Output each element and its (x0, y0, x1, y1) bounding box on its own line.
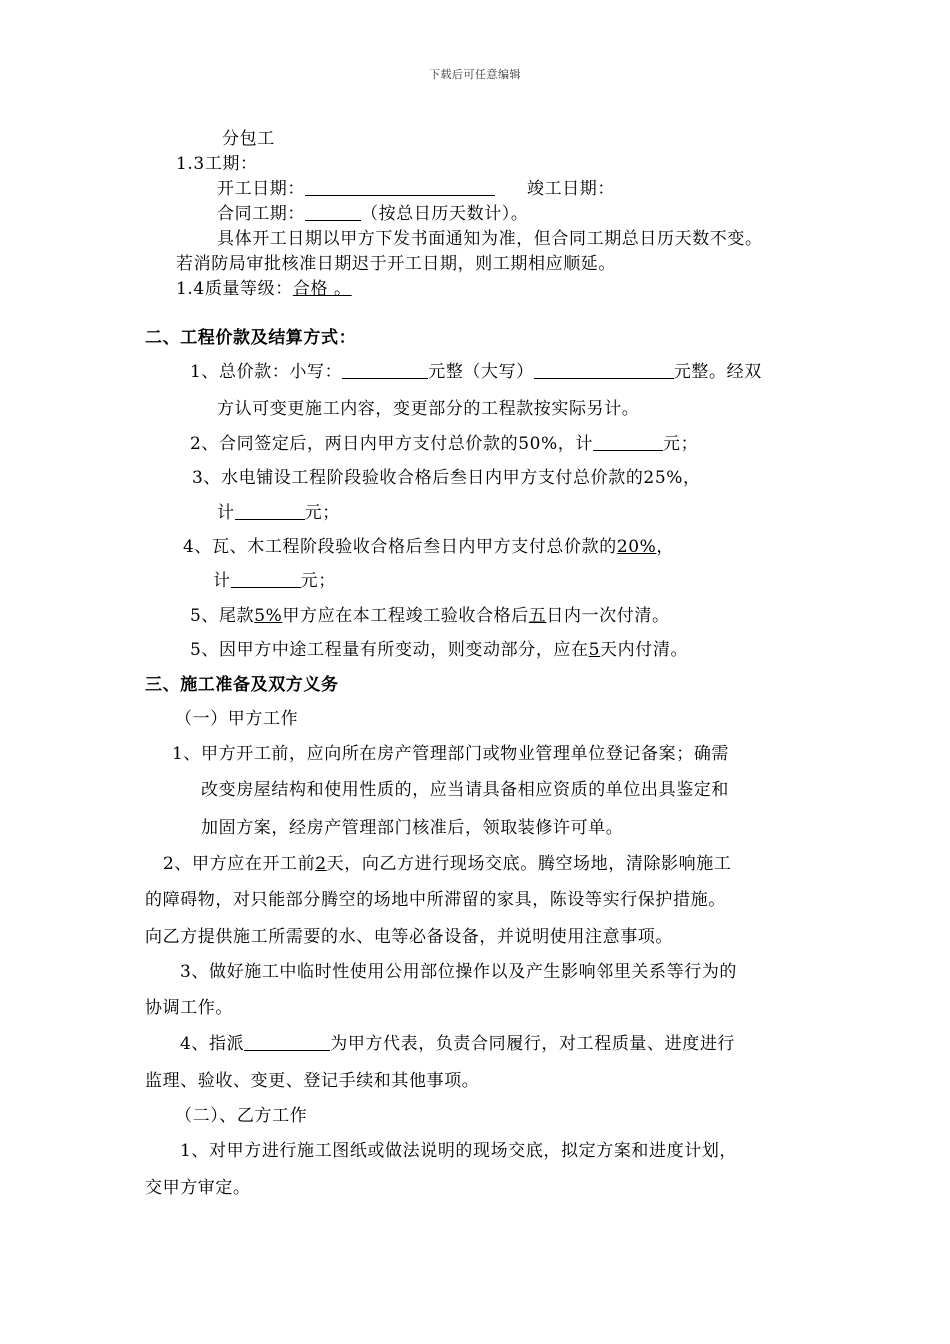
text-line: 1、甲方开工前，应向所在房产管理部门或物业管理单位登记备案；确需 (172, 744, 730, 764)
text-line: 方认可变更施工内容，变更部分的工程款按实际另计。 (217, 399, 640, 419)
contract-period-row (217, 204, 529, 224)
party-a-item-2 (163, 854, 731, 874)
payment-item-6-text2: 天内付清。 (600, 640, 689, 660)
payment-item-3-unit: 元； (304, 503, 340, 523)
contract-period-note: （按总日历天数计）。 (361, 204, 529, 224)
party-a-item-2-text: 2、甲方应在开工前 (163, 854, 316, 874)
party-a-item-4-text2: 为甲方代表，负责合同履行，对工程质量、进度进行 (330, 1034, 736, 1054)
payment-item-5-text3: 日内一次付清。 (546, 606, 670, 626)
payment-item-2-blank[interactable] (593, 434, 663, 451)
payment-item-3-amount (217, 503, 340, 523)
total-price-tail: 元整。经双 (673, 362, 762, 382)
payment-item-5-text: 5、尾款 (190, 606, 255, 626)
payment-item-5 (190, 606, 670, 626)
text-line: 3、做好施工中临时性使用公用部位操作以及产生影响邻里关系等行为的 (180, 962, 738, 982)
total-price-upper-blank[interactable] (534, 362, 674, 379)
text-line: 监理、验收、变更、登记手续和其他事项。 (145, 1071, 480, 1091)
payment-item-4-text: 4、瓦、木工程阶段验收合格后叁日内甲方支付总价款的 (183, 537, 617, 557)
contract-period-label: 合同工期： (217, 204, 305, 224)
payment-item-3-blank[interactable] (235, 503, 305, 520)
payment-item-3-text: 3、水电铺设工程阶段验收合格后叁日内甲方支付总价款的25%， (192, 468, 701, 488)
payment-item-4-blank[interactable] (231, 571, 301, 588)
payment-item-6-days: 5 (588, 640, 601, 660)
quality-grade-value: 合格 。 (292, 279, 352, 299)
start-date-blank[interactable] (305, 179, 495, 196)
party-a-item-2-days: 2 (315, 854, 327, 874)
party-a-item-2-text2: 天，向乙方进行现场交底。腾空场地，清除影响施工 (326, 854, 732, 874)
total-price-upper-label: 元整（大写） (428, 362, 534, 382)
quality-grade-row (176, 279, 367, 299)
text-line: 改变房屋结构和使用性质的，应当请具备相应资质的单位出具鉴定和 (201, 780, 729, 800)
text-line: 具体开工日期以甲方下发书面通知为准，但合同工期总日历天数不变。 (217, 229, 763, 249)
payment-item-6-text: 5、因甲方中途工程量有所变动，则变动部分，应在 (190, 640, 589, 660)
payment-item-4-comma: ， (656, 537, 675, 557)
payment-item-2 (190, 434, 698, 454)
section-title-payment: 二、工程价款及结算方式： (145, 328, 357, 348)
payment-item-4-amount (213, 571, 336, 591)
start-date-row (217, 179, 615, 199)
quality-grade-label: 1.4质量等级： (176, 279, 293, 299)
payment-item-5-percent: 5% (254, 606, 283, 626)
text-line: 加固方案，经房产管理部门核准后，领取装修许可单。 (201, 818, 624, 838)
text-line: 交甲方审定。 (145, 1178, 251, 1198)
payment-item-2-unit: 元； (663, 434, 699, 454)
payment-item-4-ji: 计 (213, 571, 231, 591)
text-line: 向乙方提供施工所需要的水、电等必备设备，并说明使用注意事项。 (145, 927, 673, 947)
contract-period-blank[interactable] (305, 204, 361, 221)
payment-item-5-text2: 甲方应在本工程竣工验收合格后 (282, 606, 529, 626)
payment-item-5-days: 五 (528, 606, 547, 626)
payment-item-2-text: 2、合同签定后，两日内甲方支付总价款的50%，计 (190, 434, 593, 454)
end-date-label: 竣工日期： (527, 179, 615, 199)
page-header-note: 下载后可任意编辑 (429, 68, 521, 81)
payment-item-6 (190, 640, 688, 660)
representative-blank[interactable] (244, 1034, 330, 1051)
start-date-label: 开工日期： (217, 179, 305, 199)
total-price-row (190, 362, 762, 382)
total-price-label: 1、总价款：小写： (190, 362, 343, 382)
text-line: 分包工 (222, 129, 275, 149)
payment-item-4 (183, 537, 674, 557)
text-line: 的障碍物，对只能部分腾空的场地中所滞留的家具，陈设等实行保护措施。 (145, 890, 726, 910)
section-heading-period: 1.3工期： (176, 154, 258, 174)
payment-item-3-ji: 计 (217, 503, 235, 523)
text-line: 若消防局审批核准日期迟于开工日期，则工期相应顺延。 (176, 254, 616, 274)
text-line: 1、对甲方进行施工图纸或做法说明的现场交底，拟定方案和进度计划， (180, 1141, 738, 1161)
section-title-preparation: 三、施工准备及双方义务 (145, 675, 339, 695)
subsection-party-b: （二）、乙方工作 (175, 1106, 308, 1126)
payment-item-4-percent: 20% (616, 537, 657, 557)
party-a-item-4-text: 4、指派 (180, 1034, 245, 1054)
party-a-item-4 (180, 1034, 735, 1054)
total-price-small-blank[interactable] (342, 362, 428, 379)
subsection-party-a: （一）甲方工作 (175, 709, 299, 729)
text-line: 协调工作。 (145, 998, 233, 1018)
payment-item-4-unit: 元； (300, 571, 336, 591)
